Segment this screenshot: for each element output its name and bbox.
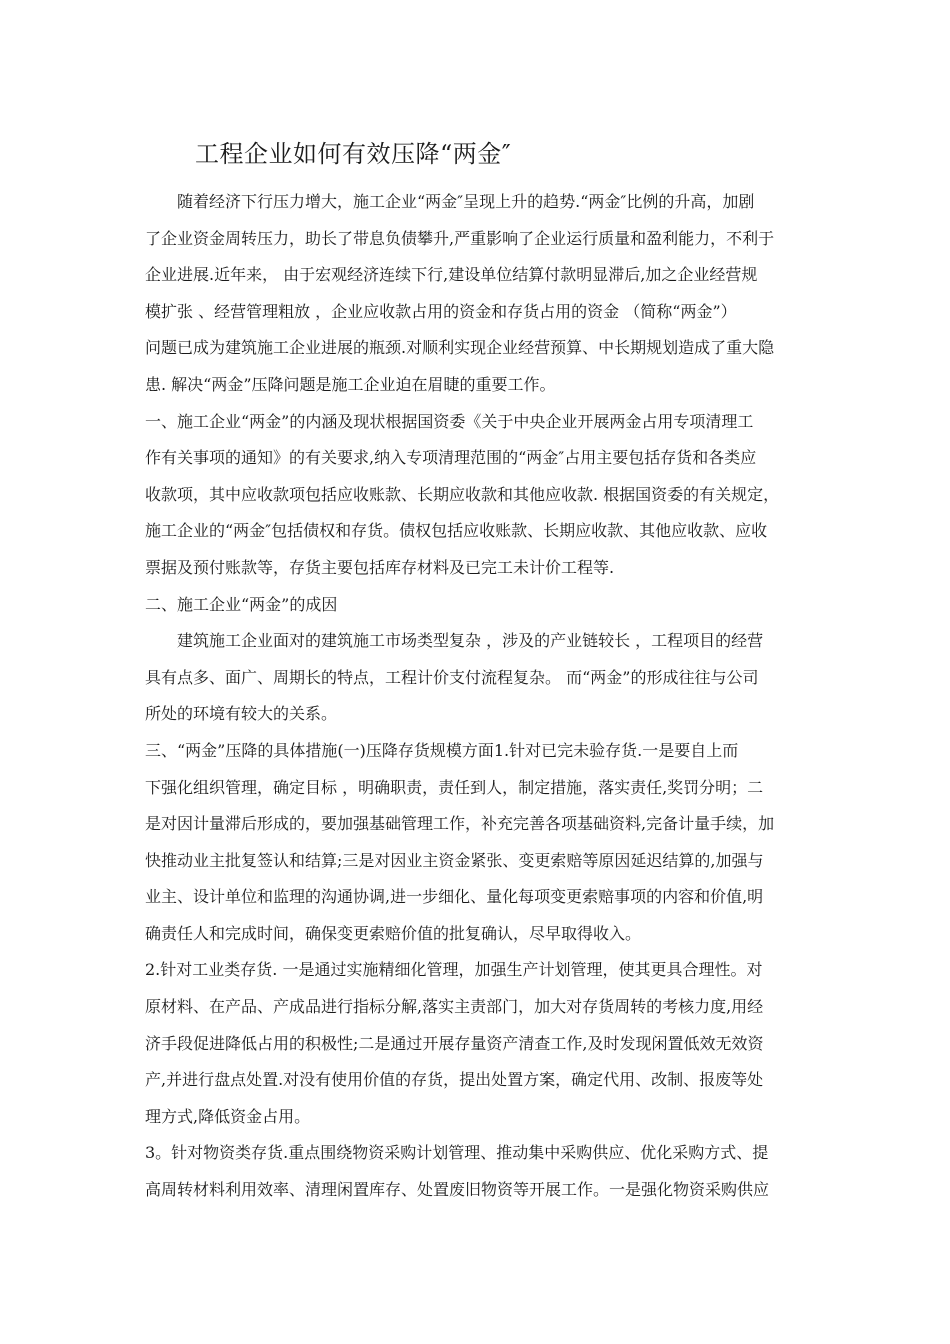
text-line: 产,并进行盘点处置.对没有使用价值的存货，提出处置方案，确定代用、改制、报废等处 bbox=[145, 1070, 764, 1090]
text-line: 具有点多、面广、周期长的特点，工程计价支付流程复杂。 而“两金”的形成往往与公司 bbox=[145, 667, 759, 687]
text-line: 下强化组织管理，确定目标 ，明确职责，责任到人，制定措施，落实责任,奖罚分明；二 bbox=[145, 777, 764, 797]
text-line: 原材料、在产品、产成品进行指标分解,落实主责部门，加大对存货周转的考核力度,用经 bbox=[145, 997, 764, 1017]
text-line: 作有关事项的通知》的有关要求,纳入专项清理范围的“两金″占用主要包括存货和各类应 bbox=[145, 448, 757, 468]
text-line: 问题已成为建筑施工企业进展的瓶颈.对顺利实现企业经营预算、中长期规划造成了重大隐 bbox=[145, 338, 775, 358]
text-line: 票据及预付账款等，存货主要包括库存材料及已完工未计价工程等. bbox=[145, 557, 615, 577]
text-line: 模扩张 、经营管理粗放 ，企业应收款占用的资金和存货占用的资金 （简称“两金”） bbox=[145, 301, 737, 321]
text-line: 快推动业主批复签认和结算;三是对因业主资金紧张、变更索赔等原因延迟结算的,加强与 bbox=[145, 850, 764, 870]
text-line: 三、“两金”压降的具体措施(一)压降存货规模方面1.针对已完未验存货.一是要自上而 bbox=[145, 740, 739, 760]
text-line: 一、施工企业“两金”的内涵及现状根据国资委《关于中央企业开展两金占用专项清理工 bbox=[145, 411, 754, 431]
text-line: 3。针对物资类存货.重点围绕物资采购计划管理、推动集中采购供应、优化采购方式、提 bbox=[145, 1143, 769, 1163]
text-line: 了企业资金周转压力，助长了带息负债攀升,严重影响了企业运行质量和盈利能力，不利于 bbox=[145, 228, 775, 248]
text-line: 收款项，其中应收款项包括应收账款、长期应收款和其他应收款. 根据国资委的有关规定， bbox=[145, 484, 780, 504]
text-line: 二、施工企业“两金”的成因 bbox=[145, 594, 338, 614]
text-line: 理方式,降低资金占用。 bbox=[145, 1106, 311, 1126]
text-line: 高周转材料利用效率、清理闲置库存、处置废旧物资等开展工作。一是强化物资采购供应 bbox=[145, 1180, 770, 1200]
text-line: 2.针对工业类存货. 一是通过实施精细化管理，加强生产计划管理，使其更具合理性。对 bbox=[145, 960, 763, 980]
document-body bbox=[145, 184, 810, 1209]
text-line: 患. 解决“两金”压降问题是施工企业迫在眉睫的重要工作。 bbox=[145, 374, 556, 394]
text-line: 业主、设计单位和监理的沟通协调,进一步细化、量化每项变更索赔事项的内容和价值,明 bbox=[145, 887, 764, 907]
text-line: 济手段促进降低占用的积极性;二是通过开展存量资产清查工作,及时发现闲置低效无效资 bbox=[145, 1033, 764, 1053]
text-line: 确责任人和完成时间，确保变更索赔价值的批复确认，尽早取得收入。 bbox=[145, 923, 642, 943]
text-line: 是对因计量滞后形成的，要加强基础管理工作，补充完善各项基础资料,完备计量手续，加 bbox=[145, 814, 775, 834]
text-line: 建筑施工企业面对的建筑施工市场类型复杂 ，涉及的产业链较长 ，工程项目的经营 bbox=[177, 631, 764, 651]
text-line: 所处的环境有较大的关系。 bbox=[145, 704, 338, 724]
text-line: 企业进展.近年来， 由于宏观经济连续下行,建设单位结算付款明显滞后,加之企业经营规 bbox=[145, 265, 758, 285]
text-line: 施工企业的“两金″包括债权和存货。债权包括应收账款、长期应收款、其他应收款、应收 bbox=[145, 521, 768, 541]
text-line: 随着经济下行压力增大，施工企业“两金″呈现上升的趋势.“两金″比例的升高，加剧 bbox=[177, 192, 755, 211]
document-title: 工程企业如何有效压降“两金″ bbox=[195, 140, 512, 168]
